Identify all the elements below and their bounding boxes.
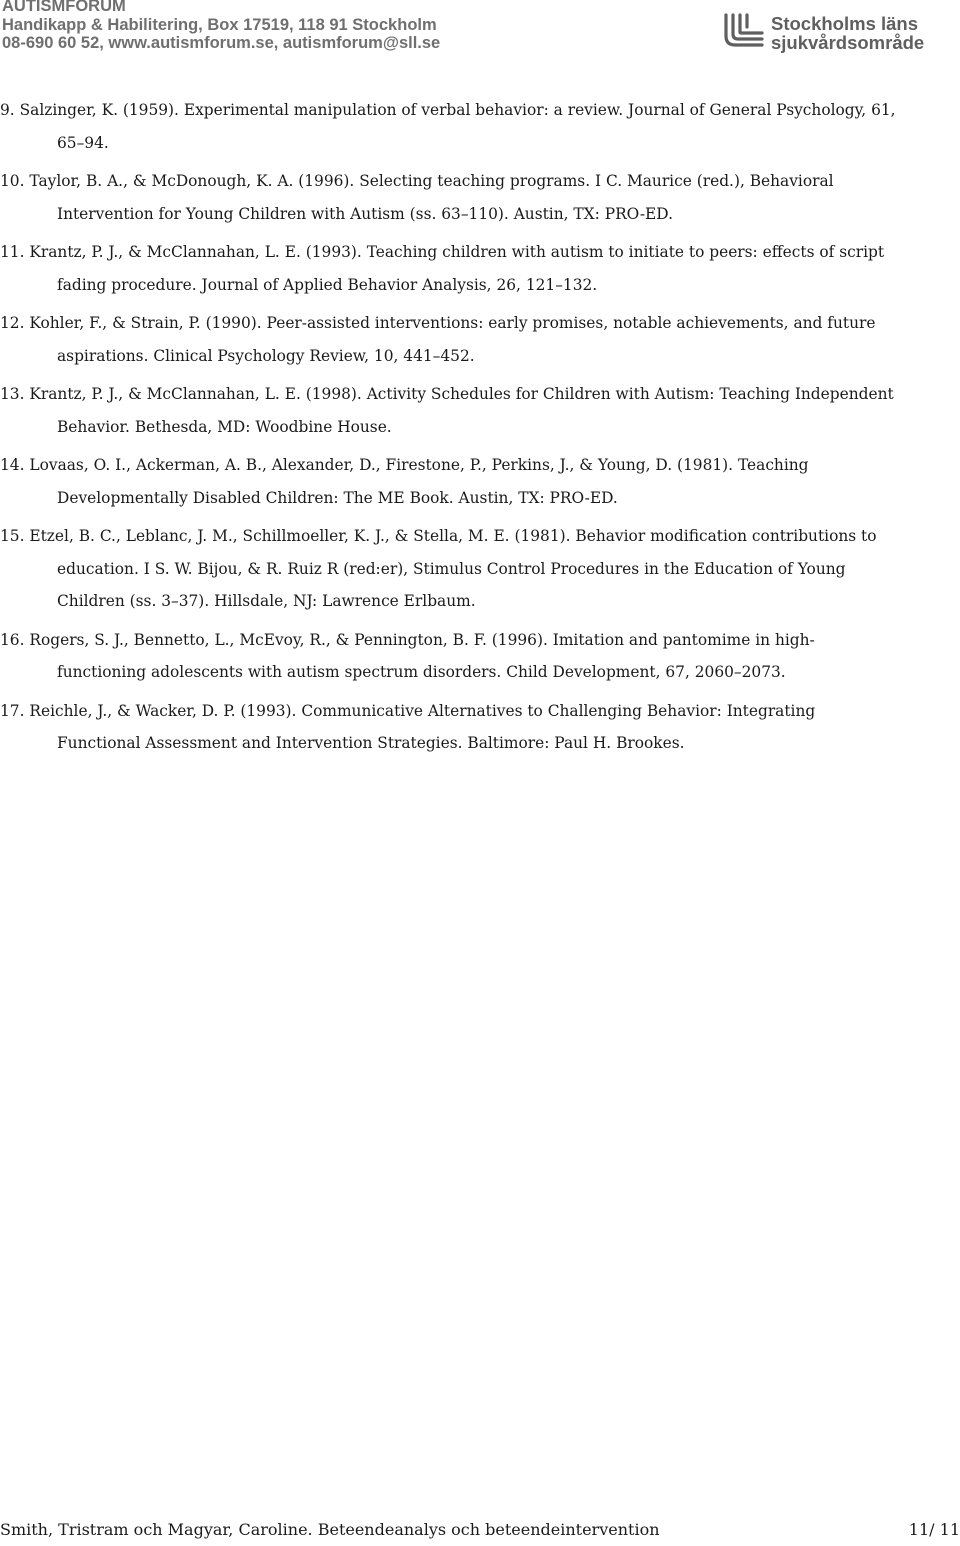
reference-text: Lovaas, O. I., Ackerman, A. B., Alexander, D., Firestone, P., Perkins, J., & Young, D. (1981). Teaching Developmentally Disabled Children: The ME Book. Austin, TX: PRO-ED.	[29, 456, 809, 507]
reference-text: Reichle, J., & Wacker, D. P. (1993). Communicative Alternatives to Challenging Behavior: Integrating Functional Assessment and Intervention Strategies. Baltimore: Paul H. Brookes.	[29, 701, 816, 752]
reference-number: 13.	[0, 385, 25, 403]
reference-text: Taylor, B. A., & McDonough, K. A. (1996). Selecting teaching programs. I C. Maurice (red.), Behavioral Intervention for Young Children with Autism (ss. 63–110). Austin, TX: PRO-ED.	[29, 172, 834, 223]
page-footer	[0, 1520, 960, 1546]
reference-list	[0, 94, 900, 766]
reference-text: Krantz, P. J., & McClannahan, L. E. (1998). Activity Schedules for Children with Autism: Teaching Independent Behavior. Bethesda, MD: Woodbine House.	[29, 385, 894, 436]
reference-item	[0, 449, 900, 514]
reference-item	[0, 378, 900, 443]
reference-text: Rogers, S. J., Bennetto, L., McEvoy, R., & Pennington, B. F. (1996). Imitation and pantomime in high-functioning adolescents with autism spectrum disorders. Child Development, 67, 2060–2073.	[29, 630, 815, 681]
reference-number: 11.	[0, 243, 25, 261]
reference-item	[0, 695, 900, 760]
sll-logo-icon	[722, 12, 766, 52]
reference-item	[0, 236, 900, 301]
org-address: Handikapp & Habilitering, Box 17519, 118 91 Stockholm	[2, 15, 437, 34]
reference-number: 15.	[0, 527, 25, 545]
reference-text: Salzinger, K. (1959). Experimental manipulation of verbal behavior: a review. Journal of General Psychology, 61, 65–94.	[19, 101, 896, 152]
org-name: AUTISMFORUM	[2, 0, 126, 15]
reference-item	[0, 520, 900, 618]
footer-citation: Smith, Tristram och Magyar, Caroline. Beteendeanalys och beteendeintervention	[0, 1520, 660, 1539]
reference-number: 14.	[0, 456, 25, 474]
reference-text: Krantz, P. J., & McClannahan, L. E. (1993). Teaching children with autism to initiate to peers: effects of script fading procedure. Journal of Applied Behavior Analysis, 26, 121–132.	[29, 243, 885, 294]
reference-item	[0, 624, 900, 689]
reference-number: 12.	[0, 314, 25, 332]
logo-line2: sjukvårdsområde	[771, 32, 925, 53]
reference-number: 17.	[0, 701, 25, 720]
reference-item	[0, 165, 900, 230]
reference-text: Kohler, F., & Strain, P. (1990). Peer-assisted interventions: early promises, notable achievements, and future aspirations. Clinical Psychology Review, 10, 441–452.	[29, 314, 876, 365]
logo-text	[771, 14, 924, 52]
page-number: 11/ 11	[908, 1520, 960, 1539]
reference-item	[0, 307, 900, 372]
reference-number: 10.	[0, 172, 25, 190]
reference-number: 9.	[0, 101, 15, 119]
reference-number: 16.	[0, 630, 25, 649]
org-contact: 08-690 60 52, www.autismforum.se, autismforum@sll.se	[2, 34, 441, 52]
logo-line1: Stockholms läns	[771, 13, 919, 34]
page-header	[0, 0, 960, 60]
reference-item	[0, 94, 900, 159]
reference-text: Etzel, B. C., Leblanc, J. M., Schillmoeller, K. J., & Stella, M. E. (1981). Behavior modification contributions to education. I S. W. Bijou, & R. Ruiz R (red:er), Stimulus Control Procedures in the Education of Young Children (ss. 3–37). Hillsdale, NJ: Lawrence Erlbaum.	[29, 527, 877, 610]
organization-block	[2, 0, 440, 53]
